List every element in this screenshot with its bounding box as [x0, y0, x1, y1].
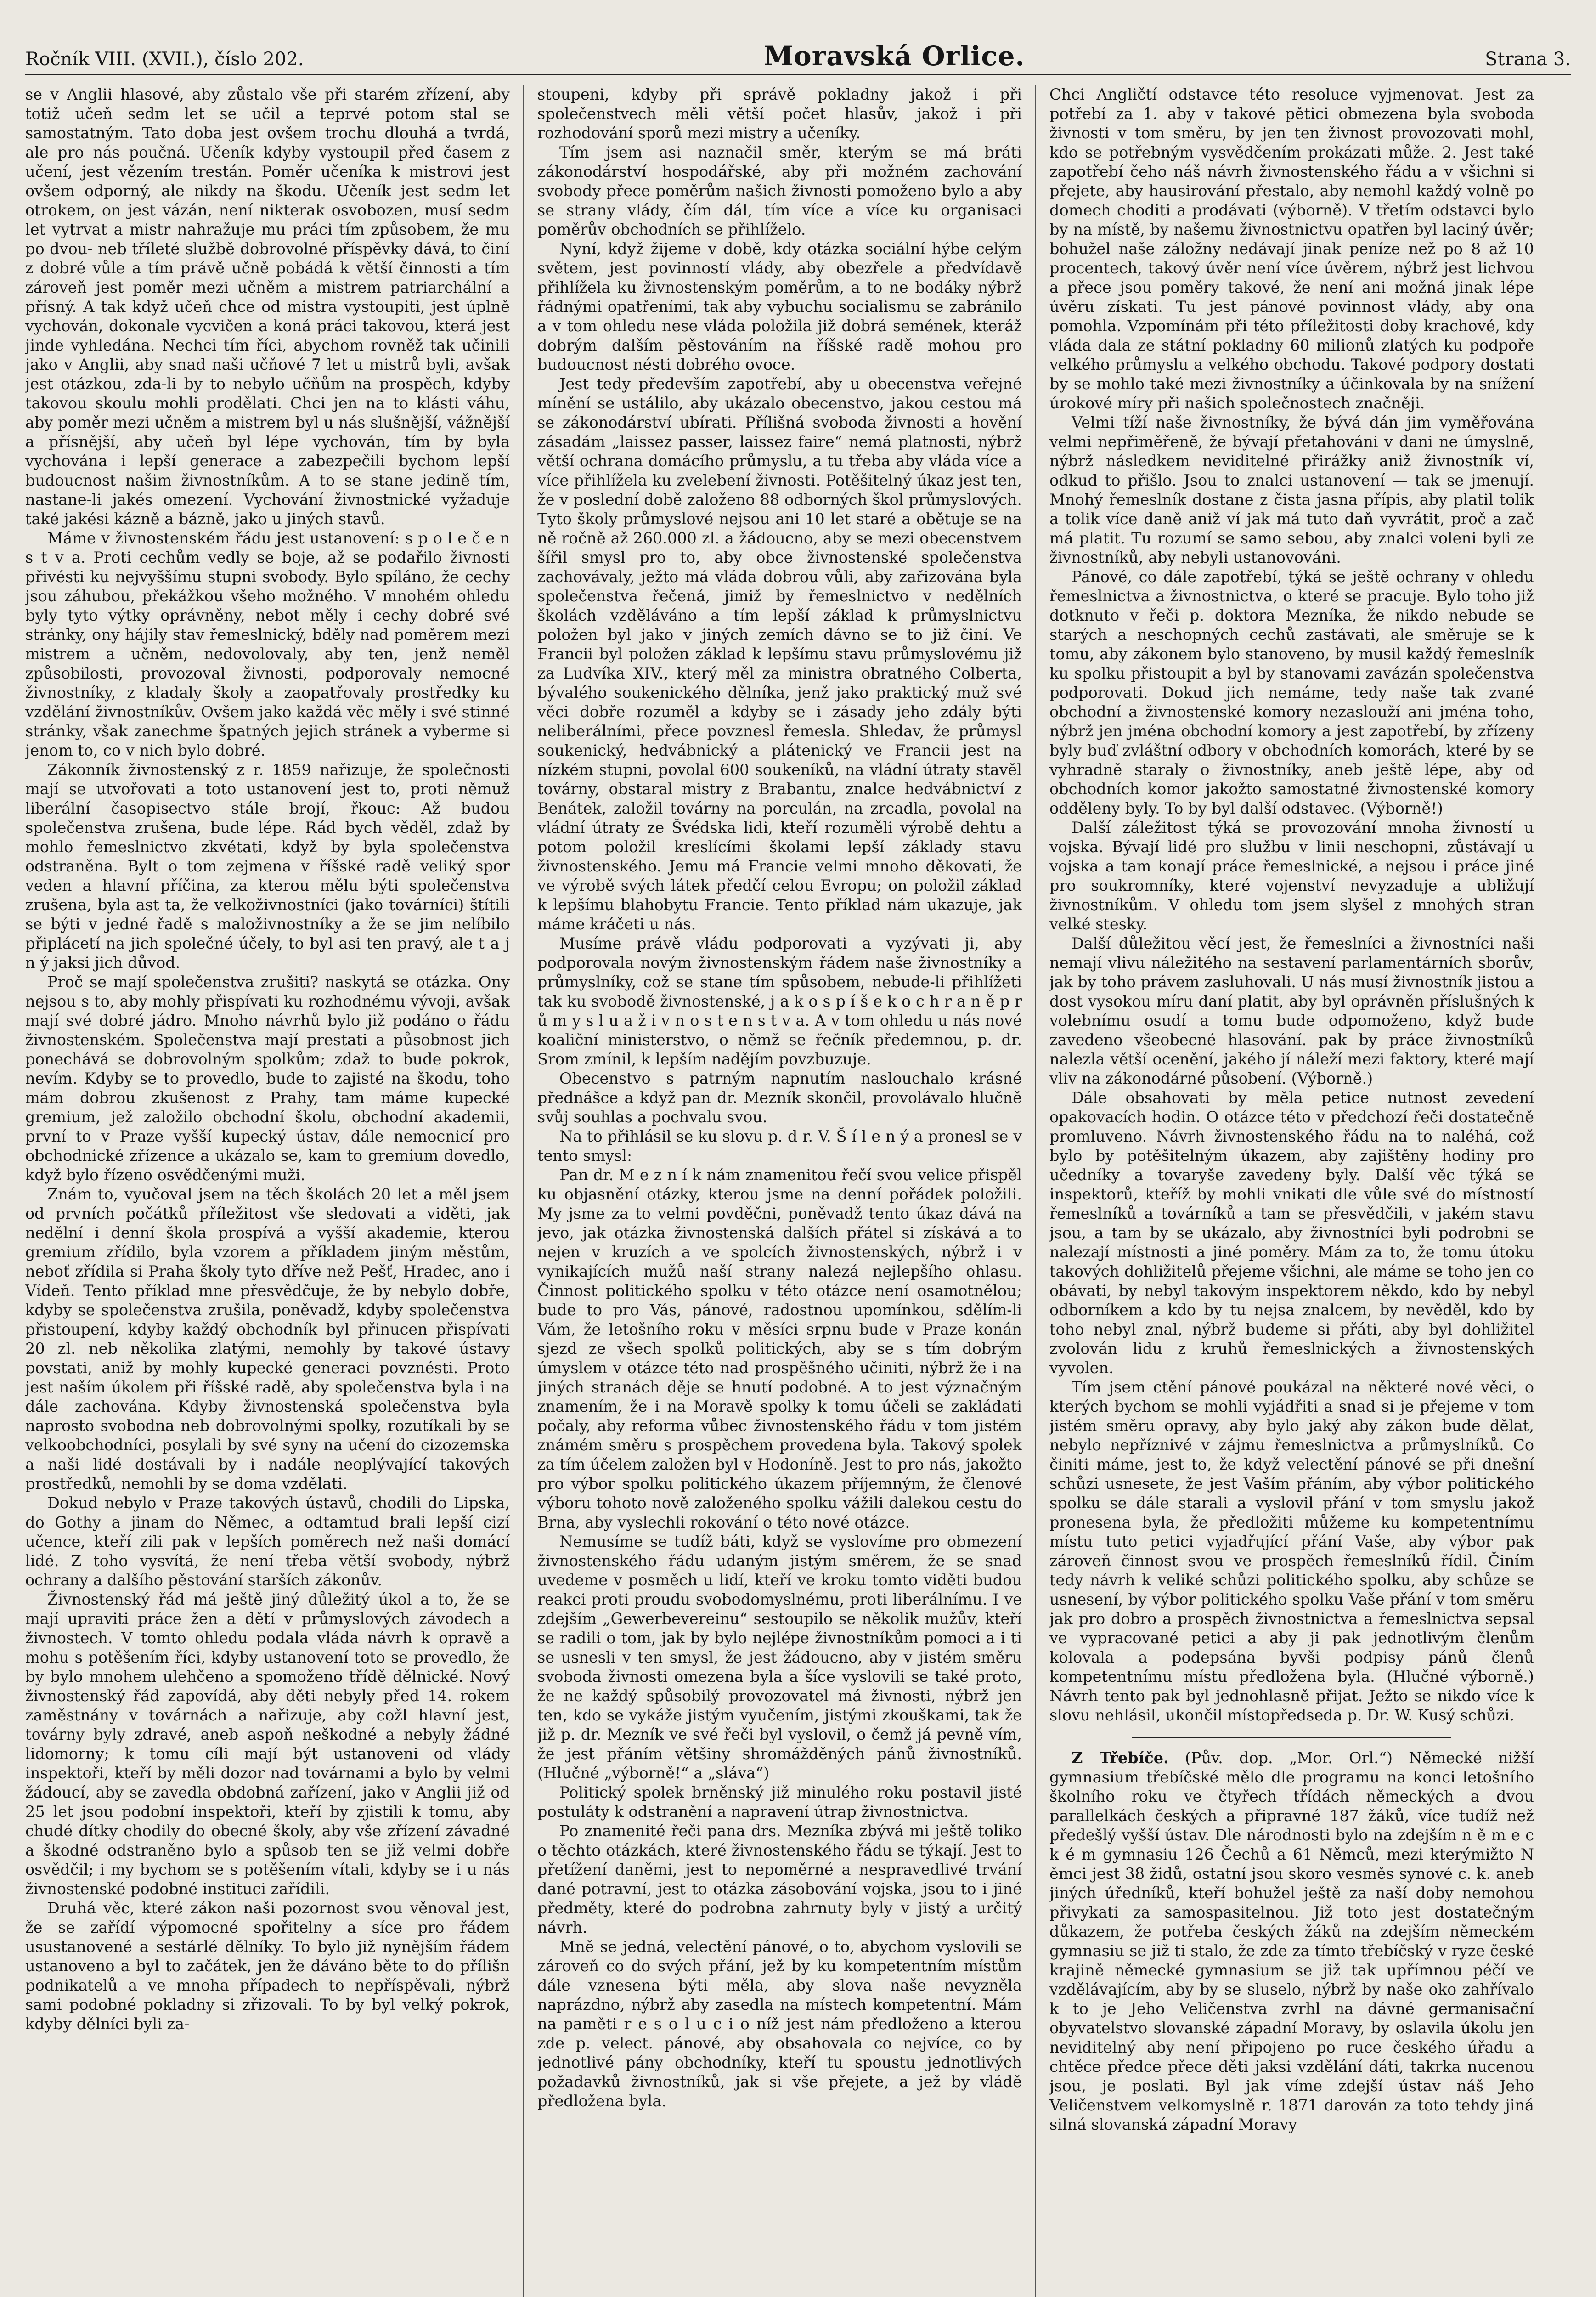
paragraph: Zákonník živnostenský z r. 1859 nařizuje, že společnosti mají se utvořovati a toto ustanovení jest to, proti němuž liberální časopisectvo stále brojí, řkouc: Až budou společenstva zrušena, bude lépe. Rád bych věděl, zdaž by mohlo řemeslnictvo zkvétati, když by byla společenstva odstraněna. Bylt o tom zejmena v říšské radě veliký spor veden a hlavní příčina, za kterou mělu býti společenstva zrušena, byla ast ta, že velkoživnostníci (jako továrníci) štítili se býti v jedné řadě s maloživnostníky a že se jim nelíbilo připlácetí na jich společné účely, to byl asi ten pravý, ale t a j n ý jaksi jich důvod. — [25, 761, 510, 972]
paragraph: Velmi tíží naše živnostníky, že bývá dán jim vyměřována velmi nepřiměřeně, že bývají přetahováni v dani ne úmyslně, nýbrž následkem neviditelné přirážky aniž živnostník ví, odkud to přišlo. Jsou to znalci ustanovení — tak se jmenují. Mnohý řemeslník dostane z čista jasna přípis, aby platil tolik a tolik více daně aniž ví jak má tuto daň vyvrátit, proč a zač má platit. Tu rozumí se samo sebou, aby znalci voleni byli ze živnostníků, aby nebyli ustanovováni. — [1049, 413, 1534, 566]
paragraph: Proč se mají společenstva zrušiti? naskytá se otázka. Ony nejsou s to, aby mohly přispívati ku rozhodnému vývoji, avšak mají své dobré jádro. Mnoho návrhů bylo již podáno o řádu živnostenském. Společenstva mají prestati a působnost jich ponechává se dobrovolným spolkům; zdaž to bude pokrok, nevím. Kdyby se to provedlo, bude to zajisté na škodu, toho mám dobrou zkušenost z Prahy, tam máme kupecké gremium, jež založilo obchodní školu, obchodní akademii, první to v Praze vyšší kupecký ústav, dále nemocnicí pro obchodnické zřízence a ukázalo se, kam to gremium dovedlo, když bylo řízeno osvědčenými muži. — [25, 973, 510, 1184]
paragraph: Druhá věc, které zákon naši pozornost svou věnoval jest, že se zařídí výpomocné spořitelny a síce pro řádem usustanovené a sestárlé dělníky. To bylo již nynějším řádem ustanoveno a byl to začátek, jen že dáváno běte to do přílišn podnikatelů a ve mnoha případech to nepříspěvali, nýbrž sami podobné pokladny si zřizovali. To by byl velký pokrok, kdyby dělníci byli za- — [25, 1899, 510, 2033]
newspaper-title: Moravská Orlice. — [763, 40, 1025, 72]
paragraph: Na to přihlásil se ku slovu p. d r. V. Š í l e n ý a pronesl se v tento smysl: — [537, 1127, 1022, 1165]
article-source: (Pův. dop. „Mor. Orl.“) — [1184, 1749, 1393, 1767]
paragraph: se v Anglii hlasové, aby zůstalo vše při starém zřízení, aby totiž učeň sedm let se učil a teprvé potom stal se samostatným. Tato doba jest ovšem trochu dlouhá a tvrdá, ale pro nás poučná. Učeník kdyby vystoupil před časem z učení, jest vězením trestán. Poměr učeníka k mistrovi jest ovšem odporný, ale nikdy na škodu. Učeník jest sedm let otrokem, on jest vázán, není nikterak osvobozen, musí sedm let vytrvat a mistr nahražuje mu práci tím způsobem, že mu po dvou- neb tříleté službě dobrovolné příspěvky dává, to činí z dobré vůle a tím právě učně pobádá k větší činnosti a tím zároveň jest poměr mezi učněm a mistrem patriarchální a přísný. A tak když učeň chce od mistra vystoupiti, jest úplně vychován, dokonale vycvičen a koná práci takovou, která jest jinde vyhledána. Nechci tím říci, abychom rovněž tak učinili jako v Anglii, aby snad naši učňové 7 let u mistrů byli, avšak jest otázkou, zda-li by to nebylo učňům na prospěch, kdyby takovou skoulu mohli prodělati. Chci jen na to klásti váhu, aby poměr mezi učněm a mistrem byl u nás slušnější, vážnější a přísnější, aby učeň byl lépe vychován, tím by byla vychována i lepší generace a zabezpečili bychom lepší budoucnost našim živnostníkům. A to se stane jedině tím, nastane-li jakés omezení. Vychování živnostnické vyžaduje také jakési kázně a bázně, jako u jiných stavů. — [25, 85, 510, 528]
paragraph: Tím jsem asi naznačil směr, kterým se má bráti zákonodárství hospodářské, aby při možném zachování svobody přece poměrům našich živnosti pomoženo bylo a aby se strany vlády, čím dál, tím více a více ku organisaci poměrův obchodních se přihlíželo. — [537, 143, 1022, 238]
column-divider — [523, 85, 524, 2297]
newspaper-page — [25, 28, 1571, 2297]
paragraph: Obecenstvo s patrným napnutím naslouchalo krásné přednášce a když pan dr. Mezník skončil, provolávalo hlučně svůj souhlas a pochvalu svou. — [537, 1069, 1022, 1126]
column-2 — [537, 85, 1022, 2297]
paragraph: Po znamenité řeči pana drs. Mezníka zbývá mi ještě toliko o těchto otázkách, které živnostenského řádu se týkají. Jest to přetížení daněmi, jest to nepoměrné a nespravedlivé trvání dané potravní, jest to otázka zásobování vojska, jsou to i jiné předměty, které do podrobna zahrnuty byly v jistý a určitý návrh. — [537, 1822, 1022, 1936]
trebic-article — [1049, 1748, 1534, 2134]
paragraph: Musíme právě vládu podporovati a vyzývati ji, aby podporovala novým živnostenským řádem naše živnostníky a průmyslníky, což se stane tím spůsobem, nebude-li přihlížeti tak ku svobodě živnostenské, j a k o s p í š e k o c h r a n ě p r ů m y s l u a ž i v n o s t e n s t v a. A v tom ohledu u nás nové koaliční ministerstvo, o němž se řečník předemnou, p. dr. Srom zmínil, k lepším nadějím povzbuzuje. — [537, 934, 1022, 1068]
paragraph: Nemusíme se tudíž báti, když se vyslovíme pro obmezení živnostenského řádu udaným jistým směrem, že se snad uvedeme v posměch u lidí, kteří ve kroku tomto viděti budou reakci proti proudu svobodomyslnému, proti liberálnímu. I ve zdejším „Gewerbevereinu“ sestoupilo se několik mužův, kteří se radili o tom, jak by bylo nejlépe živnostníkům pomoci a i ti se usnesli v ten smysl, že jest žádoucno, aby v jistém směru svoboda živnosti omezena byla a šíce vyslovili se také proto, že ne každý spůsobilý provozovatel má živnosti, nýbrž jen ten, kdo se vykáže jistým vyučením, jistými zkouškami, tak že již p. dr. Mezník ve své řeči byl vyslovil, o čemž já pevně vím, že jest přáním většiny shromážděných pánů živnostníků. (Hlučné „výborně!“ a „sláva“) — [537, 1533, 1022, 1782]
column-divider — [1035, 85, 1036, 2297]
issue-number: Ročník VIII. (XVII.), číslo 202. — [25, 49, 304, 70]
paragraph: Mně se jedná, velectění pánové, o to, abychom vyslovili se zároveň co do svých přání, jež by ku kompetentním místům dále vznesena býti měla, aby slova naše nevyzněla naprázdno, nýbrž aby zasedla na místech kompetentní. Mám na paměti r e s o l u c i o níž jest nám předloženo a kterou zde p. velect. pánové, aby obsahovala co nejvíce, co by jednotlivé pány obchodníky, kteří tu spoustu jednotlivých požadavků živnostníků, jak si vše přejete, a jež by vládě předložena byla. — [537, 1938, 1022, 2110]
column-3 — [1049, 85, 1534, 2297]
paragraph: Dokud nebylo v Praze takových ústavů, chodili do Lipska, do Gothy a jinam do Němec, a odtamtud brali lepší cizí učence, kteří zili pak v lepších poměrech než naši domácí lidé. Z toho vysvítá, že není třeba větší svobody, nýbrž ochrany a dalšího pěstování starších zákonův. — [25, 1494, 510, 1589]
paragraph: Živnostenský řád má ještě jiný důležitý úkol a to, že se mají upraviti práce žen a dětí v průmyslových závodech a živnostech. V tomto ohledu podala vláda návrh k opravě a mohu s potěšením říci, kdyby ustanovení toto se provedlo, že by bylo mnohem ulehčeno a spomoženo třídě dělnické. Nový živnostenský řád zapovídá, aby děti nebyly před 14. rokem zaměstnány v továrnách a nařizuje, aby cožl hlavní jest, továrny byly zdravé, aneb aspoň neškodné a nebyly žádné lidomorny; k tomu cíli mají být ustanoveni od vlády inspektoři, kteří by měli dozor nad továrnami a bylo by velmi žádoucí, aby se zavedla obdobná zařízení, jako v Anglii již od 25 let jsou podobní inspektoři, kteří by zjistili k tomu, aby chudé dítky chodily do obecné školy, aby vše zřízení závadné a škodné odstraněno bylo a spůsob ten se již velmi dobře osvědčil; i my bychom se s potěšením vítali, kdyby se i u nás živnostenské podobné instituci zařídili. — [25, 1590, 510, 1898]
paragraph: Znám to, vyučoval jsem na těch školách 20 let a měl jsem od prvních počátků příležitost vše sledovati a viděti, jak nedělní i denní škola prospívá a vyšší akademie, kterou gremium zřídilo, byla vzorem a příkladem jiným městům, neboť zřídila si Praha školy tyto dříve než Pešť, Hradec, ano i Vídeň. Tento příklad mne přesvědčuje, že by nebylo dobře, kdyby se společenstva zrušila, poněvadž, kdyby společenstva přistoupení, kdyby každý obchodník byl přinucen přispívati 20 zl. neb několika zlatými, nemohly by takové ústavy povstati, aniž by mohly kupecké generaci povznésti. Proto jest naším úkolem při říšské radě, aby společenstva byla i na dále zachována. Kdyby živnostenská společenstva byla naprosto svobodna neb dobrovolnými spolky, rozutíkali by se velkoobchodníci, posylali by své syny na učení do cizozemska a naši lidé dostávali by i nadále neoplývající takových prostředků, nemohli by se doma vzdělati. — [25, 1185, 510, 1493]
paragraph: Jest tedy především zapotřebí, aby u obecenstva veřejné mínění se ustálilo, aby ukázalo obecenstvo, jakou cestou má se zákonodárství ubírati. Přílišná svoboda živnosti a hovění zásadám „laissez passer, laissez faire“ nemá platnosti, nýbrž větší ochrana domácího průmyslu, a tu třeba aby vláda více a více přihlížela ku zvelebení živnosti. Potěšitelný úkaz jest ten, že v poslední době založeno 88 odborných škol průmyslových. Tyto školy průmyslové nejsou ani 10 let staré a obětuje se na ně ročně až 260.000 zl. a žádoucno, aby se mezi obecenstvem šířil smysl pro to, aby obce živnostenské společenstva zachovávaly, ježto má vláda dobrou vůli, aby zařizována byla společenstva řečená, jimiž by řemeslnictvo v nedělních školách vzděláváno a tím lepší základ k průmyslnictvu položen byl jako v jiných zemích dávno se to již činí. Ve Francii byl položen základ k lepšímu stavu průmyslovému již za Ludvíka XIV., který měl za ministra obratného Colberta, bývalého soukenického dělníka, jenž jako praktický muž své věci dobře rozuměl a kdyby se i zásady jeho zdály býti neliberálními, přece povznesl řemesla. Shledav, že průmysl soukenický, hedvábnický a plátenický ve Francii jest na nízkém stupni, povolal 600 soukeníků, na vládní útraty stavěl továrny, obstaral mistry z Brabantu, znalce hedvábnictví z Benátek, založil továrny na porculán, na zrcadla, povolal na vládní útraty ze Švédska lidi, kteří rozuměli výrobě dehtu a potom položil kreslícími školami lepší základy stavu živnostenského. Jemu má Francie velmi mnoho děkovati, že ve výrobě svých látek předčí celou Evropu; on položil základ k lepšímu blahobytu Francie. Tento příklad nám ukazuje, jak máme kráčeti u nás. — [537, 375, 1022, 933]
paragraph: Dále obsahovati by měla petice nutnost zevedení opakovacích hodin. O otázce této v předchozí řeči dostatečně promluveno. Návrh živnostenského řádu na to naléhá, což bylo by potěšitelným úkazem, aby zajištěny hodiny pro učedníky a tovaryše zavedeny byly. Další věc týká se inspektorů, kteříž by mohli vnikati dle vůle své do místností řemeslníků a továrníků a tam se přesvědčili, v jakém stavu jsou, a tam by se ukázalo, aby živnostníci byli podrobni se nalezají místnosti a jiné poměry. Mám za to, že tomu útoku takových dohližitelů přejeme všichni, ale máme se toho jen co obávati, by nebyl takovým inspektorem někdo, kdo by nebyl odborníkem a kdo by tu nejsa znalcem, by nevěděl, kdo by toho nebyl znal, nýbrž budeme si přáti, aby byl dohližitel zvolován lidu z kruhů řemeslnických a živnostenských vyvolen. — [1049, 1089, 1534, 1377]
paragraph: Tím jsem ctění pánové poukázal na některé nové věci, o kterých bychom se mohli vyjádřiti a snad si je přejeme v tom jistém směru opravy, aby bylo jaký aby zákon bude dělat, nebylo nepříznivé v zájmu řemeslnictva a průmyslníků. Co činiti máme, jest to, že když velectění pánové se při dnešní schůzi usnesete, že jest Vaším přáním, aby výbor politického spolku se dále starali a vyslovil přání v tom smyslu jakož pronesena byla, že předložiti můžeme ku kompetentnímu místu tuto petici vyjadřující přání Vaše, aby výbor pak zároveň činnost svou ve prospěch řemeslníků řídil. Činím tedy návrh k veliké schůzi politického spolku, aby schůze se usnesení, by výbor politického spolku Vaše přání v tom směru jak pro dobro a prospěch živnostnictva a řemeslnictva sepsal ve vypracované petici a aby ji pak jednotlivým členům kolovala a podepsána byvši podpisy pánů členů kompetentnímu místu předložena byla. (Hlučné výborně.) Návrh tento pak byl jednohlasně přijat. Ježto se nikdo více k slovu nehlásil, ukončil místopředseda p. Dr. W. Kusý schůzi. — [1049, 1378, 1534, 1724]
paragraph: Další záležitost týká se provozování mnoha živností u vojska. Bývají lidé pro službu v linii neschopni, zůstávají u vojska a tam konají práce řemeslnické, a nejsou i práce jiné pro soukromníky, které vojenství nevyzaduje a ubližují živnostníkům. V ohledu tom jsem slyšel z mnohých stran velké stesky. — [1049, 819, 1534, 933]
section-separator — [1132, 1737, 1451, 1738]
paragraph: stoupeni, kdyby při správě pokladny jakož i při společenstvech měli větší počet hlasův, jakož i při rozhodování sporů mezi mistry a učeníky. — [537, 85, 1022, 142]
article-text: Německé nižší gymnasium třebíčské mělo dle programu na konci letošního školního roku ve čtyřech třídách německých a dvou parallelkách českých a připravné 187 žáků, více tudíž než předešlý vyšší ústav. Dle národnosti bylo na zdejším n ě m e c k é m gymnasiu 126 Čechů a 61 Němců, mezi kterýmižto N ěmci jest 38 židů, ostatní jsou skoro vesměs synové c. k. aneb jiných úředníků, kteří bohužel ještě za naší doby nemohou přivykati za samospasitelnou. Již toto jest dostatečným důkazem, že potřeba českých žáků na zdejším německém gymnasiu se již ti stalo, že zde za tímto třebíčský v ryze české krajině německé gymnasium se již tak upřímnou péčí ve vzdělávajícím, aby by se sluselo, nýbrž by naše oko zahřívalo k to je Jeho Veličenstva zvrhl na dávné germanisační obyvatelstvo slovanské západní Moravy, by oslavila úkolu jen neviditelný aby není připojeno po ruce českého úřadu a chtěce předce přece děti jaksi vzdělání dáti, takrka nucenou jsou, je poslati. Byl jak víme zdejší ústav náš Jeho Veličenstvem velkomyslně r. 1871 darován za toto tehdy jiná silná slovanská západní Moravy — [1049, 1749, 1534, 2133]
paragraph: Máme v živnostenském řádu jest ustanovení: s p o l e č e n s t v a. Proti cechům vedly se boje, až se podařilo živnosti přivésti ku nejvyššímu stupni svobody. Bylo spíláno, že cechy jsou záhubou, překážkou všeho možného. V mnohém ohledu byly tyto výtky oprávněny, nebot měly i cechy dobré své stránky, ony hájily stav řemeslnický, bděly nad poměrem mezi mistrem a učněm, nedovolovaly, aby ten, jenž neměl způsobilosti, provozoval živnosti, podporovaly nemocné živnostníky, z kladaly školy a zaopatřovaly prostředky ku vzdělání živnostníkův. Ovšem jako každá věc měly i své stinné stránky, však zanechme špatných jejich stránek a vyberme si jenom to, co v nich bylo dobré. — [25, 529, 510, 759]
paragraph: Pan dr. M e z n í k nám znamenitou řečí svou velice přispěl ku objasnění otázky, kterou jsme na denní pořádek položili. My jsme za to velmi povděčni, poněvadž tento úkaz dává na jevo, jak otázka živnostenská dalších přátel si získává a to nejen v kruzích a ve spolcích živnostenských, nýbrž i v vynikajících mužů naší strany nalezá nejlepšího ohlasu. Činnost politického spolku v této otázce není osamotnělou; bude to pro Vás, pánové, radostnou upomínkou, sdělím-li Vám, že letošního roku v měsíci srpnu bude v Praze konán sjezd ze všech spolků politických, aby se s tím dobrým úmyslem v otázce této nad prospěšného učiniti, nýbrž že i na jiných stranách děje se hnutí podobné. A to jest význačným znamením, že i na Moravě spolky k tomu účeli se zakládati počaly, aby reforma vůbec živnostenského řádu v tom jistém známém směru s prospěchem provedena byla. Takový spolek za tím účelem založen byl v Hodoníně. Jest to pro nás, jakožto pro výbor spolku politického úkazem příjemným, že členové výboru tohoto nově založeného spolku vážili dalekou cestu do Brna, aby vyslechli rokování o této nové otázce. — [537, 1166, 1022, 1531]
paragraph: Pánové, co dále zapotřebí, týká se ještě ochrany v ohledu řemeslnictva a živnostnictva, o které se pracuje. Bylo toho již dotknuto v řeči p. doktora Mezníka, že nikdo nebude se starých a neschopných cechů zastávati, ale směruje se k tomu, aby zákonem bylo stanoveno, by musil každý řemeslník ku spolku přistoupit a byl by stanovami zavázán společenstva podporovati. Dokud jich nemáme, tedy naše tak zvané obchodní a živnostenské komory nezaslouží ani jména toho, nýbrž jen jména obchodní komory a jest zapotřebí, by zřízeny byly buď zvláštní odbory v obchodních komorách, které by se vyhradně staraly o živnostníky, aneb ještě lépe, aby od obchodních komor jakožto samostatné živnostenské komory odděleny byly. To by byl další odstavec. (Výborně!) — [1049, 568, 1534, 817]
page-number: Strana 3. — [1485, 49, 1571, 70]
column-1 — [25, 85, 510, 2297]
article-title: Z Třebíče. — [1072, 1749, 1169, 1767]
paragraph: Chci Angličtí odstavce této resoluce vyjmenovat. Jest za potřebí za 1. aby v takové pětici obmezena byla svoboda živnosti v tom směru, by jen ten živnost provozovati mohl, kdo se potřebným vysvědčením prokázati může. 2. Jest také zapotřebí čeho náš návrh živnostenského řádu a v všichni si přejete, aby hausirování přestalo, aby nemohl každý volně po domech choditi a prodávati (výborně). V třetím odstavci bylo by na místě, by našemu živnostnictvu opatřen byl laciný úvěr; bohužel naše záložny nedávají jinak peníze než po 8 až 10 procentech, takový úvěr není více úvěrem, nýbrž jest lichvou a přece jsou poměry takové, že není ani možná jinak lépe úvěru získati. Tu jest pánové povinnost vlády, aby ona pomohla. Vzpomínám při této příležitosti doby krachové, kdy vláda dala ze státní pokladny 60 milionů zlatých ku podpoře velkého průmyslu a velkého obchodu. Takové podpory dostati by se mohlo také mezi živnostníky a účinkovala by na snížení úrokové míry při našich společnostech značněji. — [1049, 85, 1534, 412]
paragraph: Politický spolek brněnský již minulého roku postavil jisté postuláty k odstranění a napravení útrap živnostnictva. — [537, 1783, 1022, 1821]
page-header — [25, 28, 1571, 75]
paragraph: Nyní, když žijeme v době, kdy otázka sociální hýbe celým světem, jest povinností vlády, aby obezřele a předvídavě přihlížela ku živnostenským poměrům, a to ne bodáky nýbrž řádnými opatřeními, tak aby vybuchu socialismu se zabránilo a v tom ohledu nese vláda položila již dobrá semének, kteráž dobrým dalším pěstováním na říšské radě mohou pro budoucnost nésti dobrého ovoce. — [537, 240, 1022, 373]
paragraph: Další důležitou věcí jest, že řemeslníci a živnostníci naši nemají vlivu náležitého na sestavení parlamentárních sborův, jak by toho právem zasluhovali. U nás musí živnostník jistou a dost vysokou míru daní platit, aby byl oprávněn příslušných k volebnímu osudí a tomu bude odpomoženo, když bude zavedeno všeobecné hlasování. pak by práce živnostníků nalezla větší ocenění, jakého jí náleží mezi faktory, které mají vliv na zákonodárné působení. (Výborně.) — [1049, 934, 1534, 1087]
